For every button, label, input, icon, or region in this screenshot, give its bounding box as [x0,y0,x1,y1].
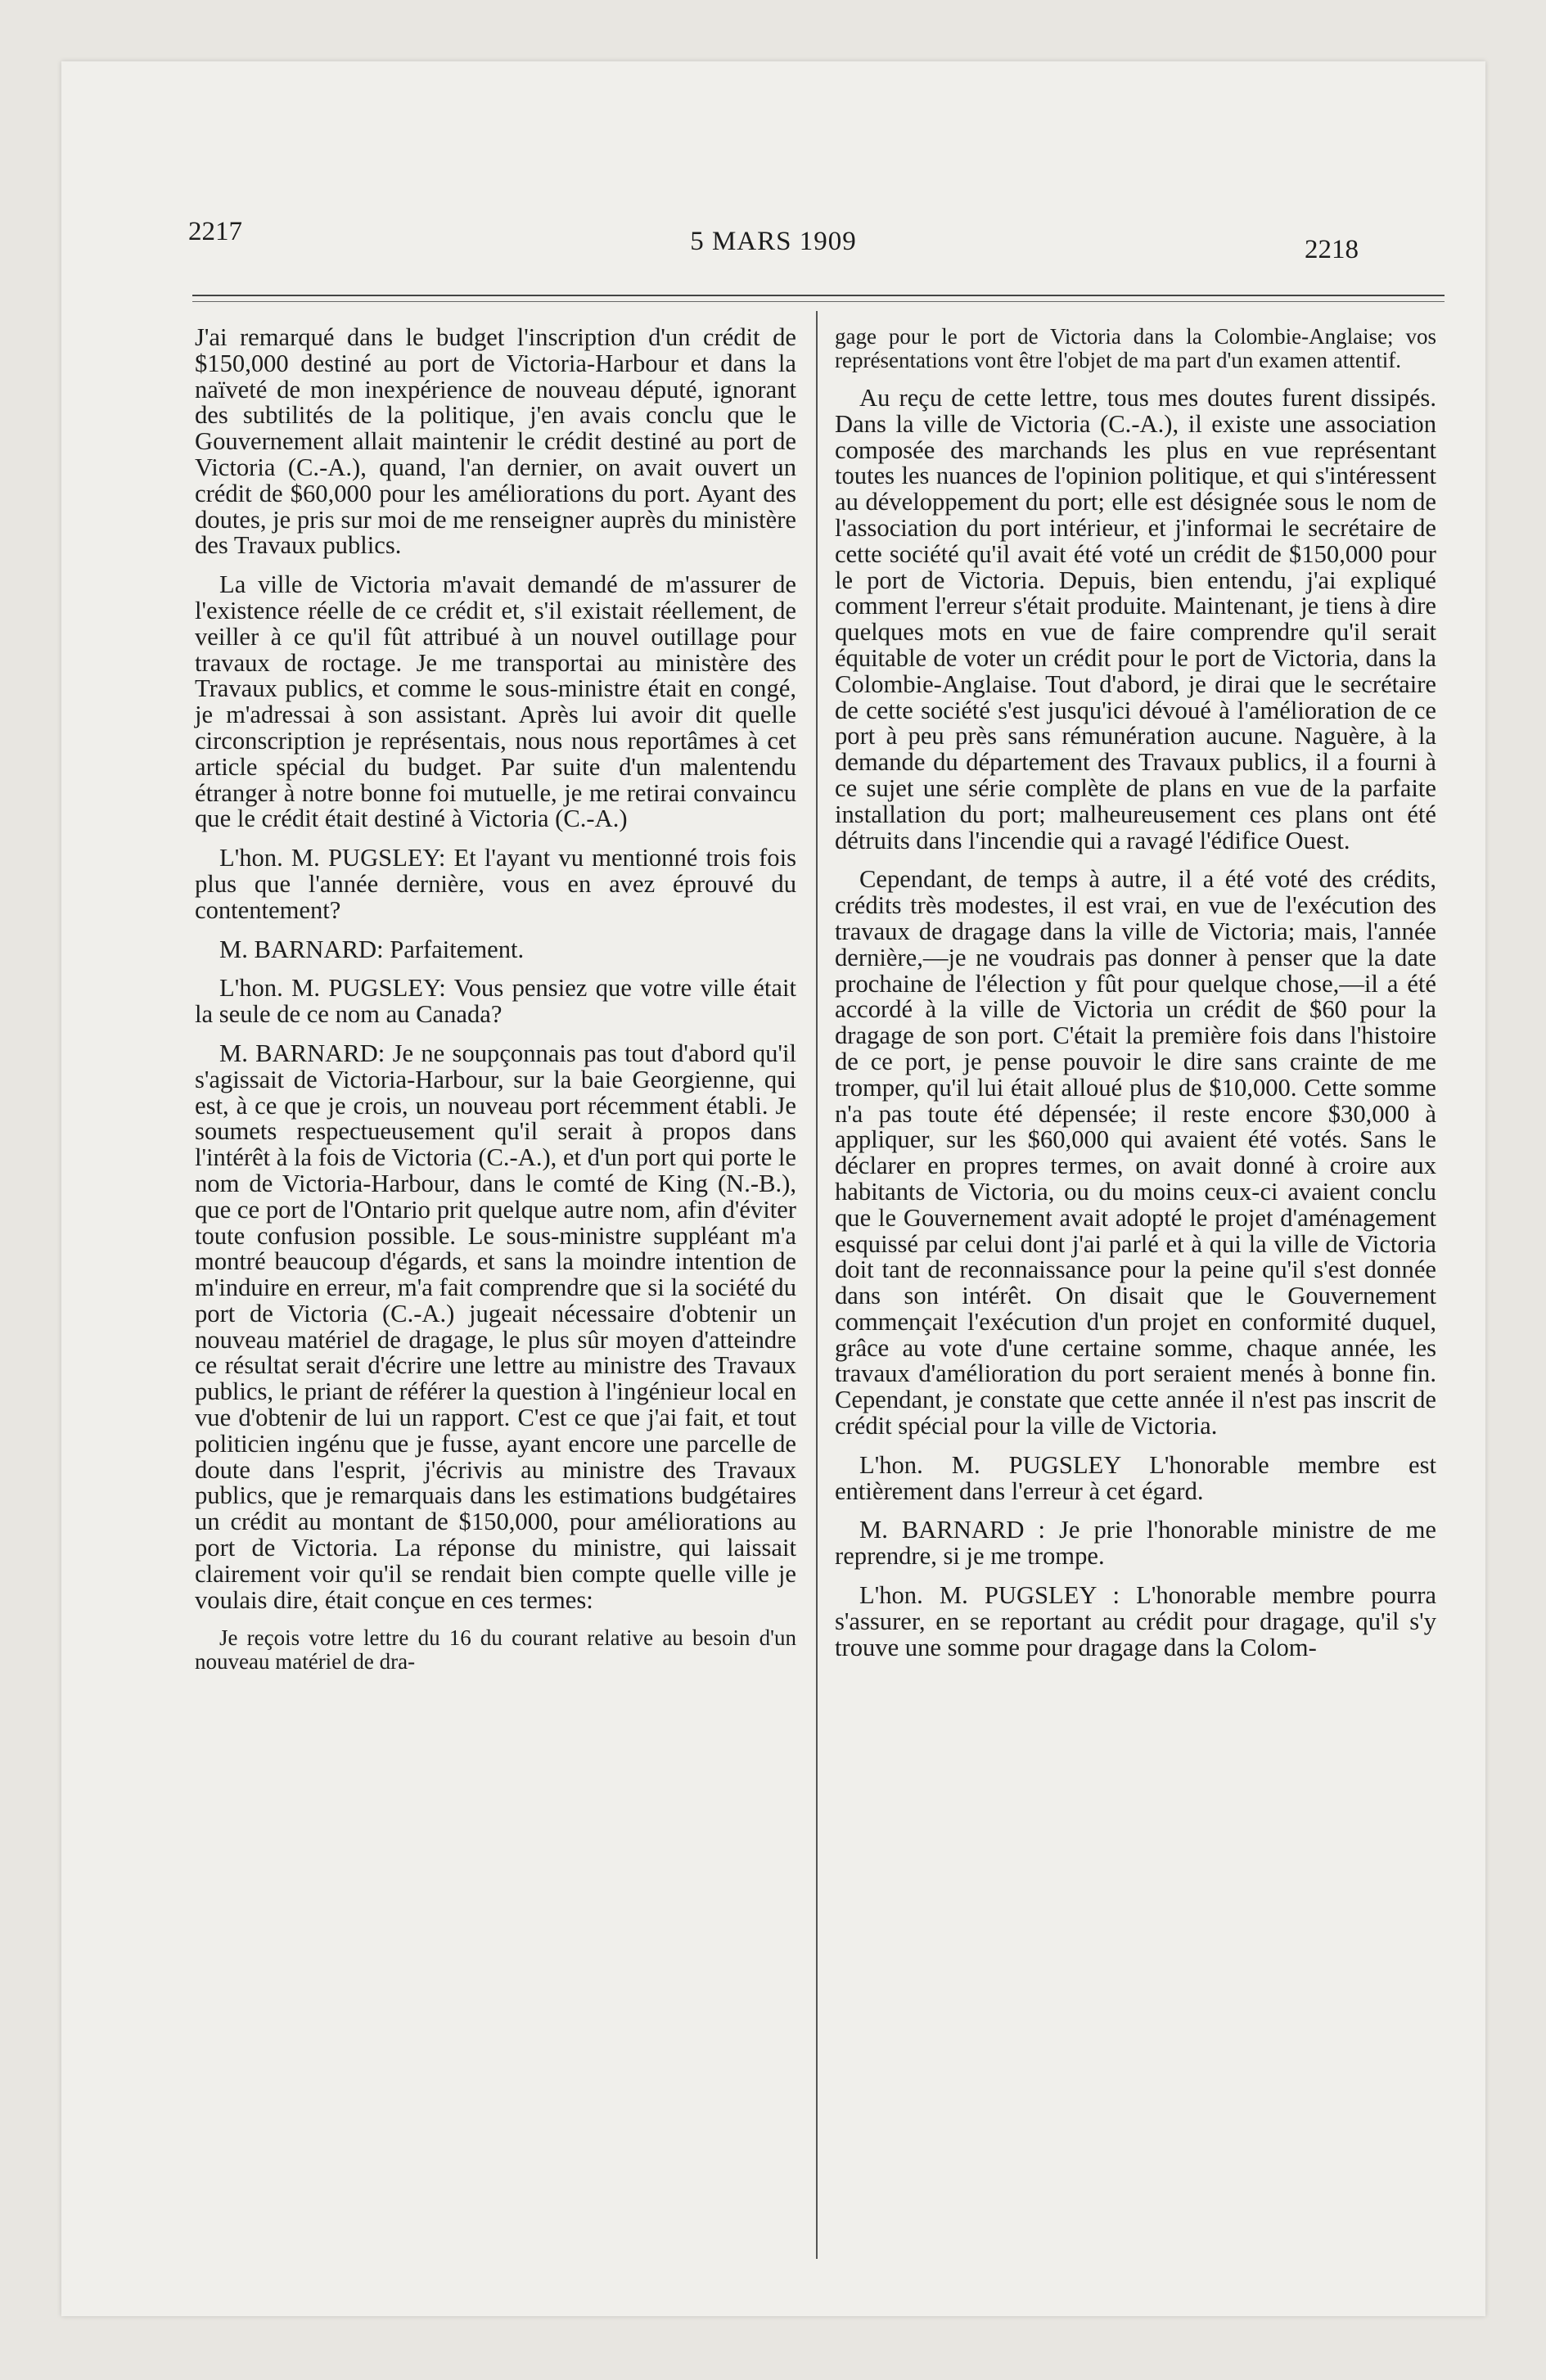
paragraph: M. BARNARD: Parfaitement. [219,935,525,963]
header-rule-thin [192,301,1445,302]
paragraph: Au reçu de cette lettre, tous mes doutes furent dissipés. Dans la ville de Victoria (C.-A.), il existe une association composée des marchands les plus en vue représentant toutes les nuances de l'opinion politique, et qui s'intéressent au développement du port; elle est désignée sous le nom de l'association du port intérieur, et j'informai le secrétaire de cette société qu'il avait été voté un crédit de $150,000 pour le port de Victoria. Depuis, bien entendu, j'ai expliqué comment l'erreur s'était produite. Maintenant, je tiens à dire quelques mots en vue de faire comprendre qu'il serait équitable de voter un crédit pour le port de Victoria, dans la Colombie-Anglaise. Tout d'abord, je dirai que le secrétaire de cette société s'est jusqu'ici dévoué à l'amélioration de ce port à peu près sans rémunération aucune. Naguère, à la demande du département des Travaux publics, il a fourni à ce sujet une série complète de plans en vue de la parfaite installation du port; malheureusement ces plans ont été détruits dans l'incendie qui a ravagé l'édifice Ouest. [835,384,1436,854]
paragraph: L'hon. M. PUGSLEY: Et l'ayant vu mentionné trois fois plus que l'année dernière, vous en avez éprouvé du contentement? [195,844,796,924]
paragraph: M. BARNARD: Je ne soupçonnais pas tout d'abord qu'il s'agissait de Victoria-Harbour, sur la baie Georgienne, qui est, à ce que je crois, un nouveau port récemment établi. Je soumets respectueusement qu'il serait à propos dans l'intérêt à la fois de Victoria (C.-A.), et d'un port qui porte le nom de Victoria-Harbour, dans le comté de King (N.-B.), que ce port de l'Ontario prit quelque autre nom, afin d'éviter toute confusion possible. Le sous-ministre suppléant m'a montré beaucoup d'égards, et sans la moindre intention de m'induire en erreur, m'a fait comprendre que si la société du port de Victoria (C.-A.) jugeait nécessaire d'obtenir un nouveau matériel de dragage, le plus sûr moyen d'atteindre ce résultat serait d'écrire une lettre au ministre des Travaux publics, le priant de référer la question à l'ingénieur local en vue d'obtenir de lui un rapport. C'est ce que j'ai fait, et tout politicien ingénu que je fusse, ayant encore une parcelle de doute dans l'esprit, j'écrivis au ministre des Travaux publics, que je remarquais dans les estimations budgétaires un crédit au montant de $150,000, pour améliorations au port de Victoria. La réponse du ministre, qui laissait clairement voir qu'il se rendait bien compte quelle ville je voulais dire, était conçue en ces termes: [195,1039,797,1614]
header-rule [192,295,1445,296]
quoted-letter: Je reçois votre lettre du 16 du courant relative au besoin d'un nouveau matériel de dra- [195,1625,796,1675]
paragraph: L'hon. M. PUGSLEY L'honorable membre est entièrement dans l'erreur à cet égard. [835,1450,1436,1505]
paragraph: L'hon. M. PUGSLEY : L'honorable membre pourra s'assurer, en se reportant au crédit pour dragage, qu'il s'y trouve une somme pour dragage dans la Colom- [835,1581,1436,1661]
page-sheet [61,61,1485,2316]
column-divider [816,311,818,2259]
paragraph: La ville de Victoria m'avait demandé de m'assurer de l'existence réelle de ce crédit et, s'il existait réellement, de veiller à ce qu'il fût attribué à un nouvel outillage pour travaux de roctage. Je me transportai au ministère des Travaux publics, et comme le sous-ministre était en congé, je m'adressai à son assistant. Après lui avoir dit quelle circonscription je représentais, nous nous reportâmes à cet article spécial du budget. Par suite d'un malentendu étranger à notre bonne foi mutuelle, je me retirai convaincu que le crédit était destiné à Victoria (C.-A.) [195,570,796,833]
page-date: 5 MARS 1909 [690,227,857,256]
paragraph: L'hon. M. PUGSLEY: Vous pensiez que votre ville était la seule de ce nom au Canada? [195,974,796,1029]
paragraph: Cependant, de temps à autre, il a été voté des crédits, crédits très modestes, il est vrai, en vue de l'exécution des travaux de dragage dans la ville de Victoria; mais, l'année dernière,—je ne voudrais pas donner à penser que la date prochaine de l'élection y fût pour quelque chose,—il a été accordé à la ville de Victoria un crédit de $60 pour la dragage de son port. C'était la première fois dans l'histoire de ce port, je pense pouvoir le dire sans crainte de me tromper, qu'il lui était alloué plus de $10,000. Cette somme n'a pas toute été dépensée; il reste encore $30,000 à appliquer, sur les $60,000 qui avaient été votés. Sans le déclarer en propres termes, on avait donné à croire aux habitants de Victoria, ou du moins ceux-ci avaient conclu que le Gouvernement avait adopté le projet d'aménagement esquissé par celui dont j'ai parlé et à qui la ville de Victoria doit tant de reconnaissance pour la peine qu'il s'est donnée dans son intérêt. On disait que le Gouvernement commençait l'exécution d'un projet en conformité duquel, grâce au vote d'une certaine somme, chaque année, les travaux d'amélioration du port seraient menés à bonne fin. Cependant, je constate que cette année il n'est pas inscrit de crédit spécial pour la ville de Victoria. [835,865,1436,1440]
left-column [195,325,796,1687]
page-header [188,217,1359,266]
right-column [835,325,1436,1674]
page-number-left: 2217 [188,217,242,246]
paragraph: M. BARNARD : Je prie l'honorable ministre de me reprendre, si je me trompe. [835,1516,1436,1571]
quoted-letter-continued: gage pour le port de Victoria dans la Colombie-Anglaise; vos représentations vont être l'objet de ma part d'un examen attentif. [835,324,1436,372]
paragraph: J'ai remarqué dans le budget l'inscription d'un crédit de $150,000 destiné au port de Victoria-Harbour et dans la naïveté de mon inexpérience de nouveau député, ignorant des subtilités de la politique, j'en avais conclu que le Gouvernement allait maintenir le crédit destiné au port de Victoria (C.-A.), quand, l'an dernier, on avait ouvert un crédit de $60,000 pour les améliorations du port. Ayant des doutes, je pris sur moi de me renseigner auprès du ministère des Travaux publics. [195,323,796,560]
page-number-right: 2218 [1305,235,1359,264]
